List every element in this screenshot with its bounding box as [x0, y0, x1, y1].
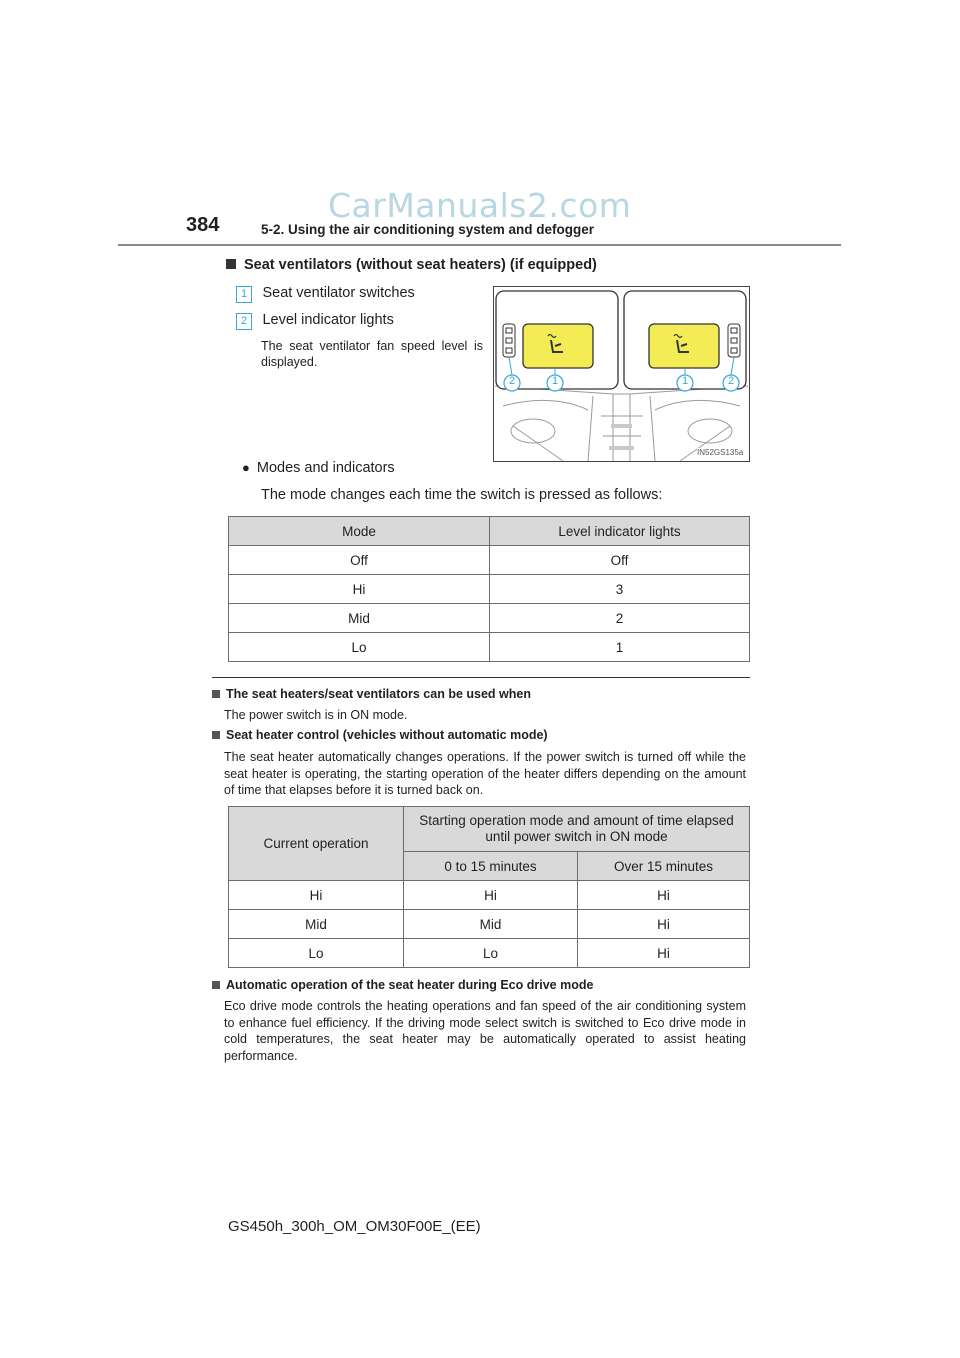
table-cell: Lo — [229, 939, 404, 968]
modes-intro: The mode changes each time the switch is pressed as follows: — [261, 487, 663, 503]
table-cell: Hi — [578, 910, 750, 939]
callout-number: 2 — [236, 313, 252, 330]
section-divider — [212, 677, 750, 678]
note-heading: Automatic operation of the seat heater during Eco drive mode — [212, 978, 593, 992]
modes-heading: ● Modes and indicators — [242, 460, 395, 476]
table-cell: Hi — [229, 575, 490, 604]
table-row — [229, 575, 750, 604]
table-header: Mode — [229, 517, 490, 546]
table-cell: Off — [229, 546, 490, 575]
figure-code: IN52GS135a — [697, 448, 744, 457]
table-cell: Lo — [404, 939, 578, 968]
table-cell: Mid — [404, 910, 578, 939]
square-bullet-icon — [212, 731, 220, 739]
table-header: Over 15 minutes — [578, 852, 750, 881]
note-body: The seat heater automatically changes operations. If the power switch is turned off while the seat heater is operating, the starting operation of the heater differs depending on the amount of time that elapses before it is turned back on. — [224, 750, 746, 797]
table-cell: Hi — [229, 881, 404, 910]
square-bullet-icon — [212, 981, 220, 989]
callout-label: 2 — [727, 375, 735, 387]
table-header-row — [229, 517, 750, 546]
callout-label: 2 — [508, 375, 516, 387]
bullet-icon: ● — [242, 460, 250, 475]
table-row — [229, 939, 750, 968]
note-body: The power switch is in ON mode. — [224, 708, 408, 722]
table-cell: 3 — [490, 575, 750, 604]
table-cell: Hi — [578, 881, 750, 910]
dashboard-illustration — [493, 286, 750, 462]
item-2-detail: The seat ventilator fan speed level is displayed. — [261, 339, 483, 369]
table-cell: 1 — [490, 633, 750, 662]
table-header: Current operation — [229, 807, 404, 881]
table-header: Starting operation mode and amount of time elapsed until power switch in ON mode — [404, 807, 750, 852]
table-cell: Lo — [229, 633, 490, 662]
square-bullet-icon — [212, 690, 220, 698]
table-row — [229, 546, 750, 575]
table-cell: Hi — [578, 939, 750, 968]
table-cell: Off — [490, 546, 750, 575]
note-heading: Seat heater control (vehicles without automatic mode) — [212, 728, 548, 742]
note-heading: The seat heaters/seat ventilators can be used when — [212, 687, 531, 701]
callout-label: 1 — [551, 375, 559, 387]
table-cell: Mid — [229, 910, 404, 939]
table-row — [229, 910, 750, 939]
table-header: 0 to 15 minutes — [404, 852, 578, 881]
footer-code: GS450h_300h_OM_OM30F00E_(EE) — [228, 1218, 481, 1235]
table-cell: Hi — [404, 881, 578, 910]
table-row — [229, 604, 750, 633]
modes-table — [228, 516, 750, 662]
square-bullet-icon — [226, 259, 236, 269]
header-rule — [118, 244, 841, 246]
item-1 — [236, 284, 415, 303]
item-2 — [236, 311, 394, 330]
item-label: Seat ventilator switches — [262, 285, 415, 301]
watermark: CarManuals2.com — [328, 186, 632, 225]
callout-number: 1 — [236, 286, 252, 303]
ventilator-heading: Seat ventilators (without seat heaters) (if equipped) — [226, 257, 597, 273]
seat-ventilator-figure — [493, 286, 750, 462]
callout-label: 1 — [681, 375, 689, 387]
item-label: Level indicator lights — [262, 312, 394, 328]
table-row — [229, 633, 750, 662]
table-header-row — [229, 807, 750, 852]
table-row — [229, 881, 750, 910]
section-title: 5-2. Using the air conditioning system and defogger — [261, 222, 595, 237]
table-cell: 2 — [490, 604, 750, 633]
table-cell: Mid — [229, 604, 490, 633]
heater-table — [228, 806, 750, 968]
note-body: Eco drive mode controls the heating operations and fan speed of the air conditioning system to enhance fuel efficiency. If the driving mode select switch is switched to Eco drive mode in cold temperatures, the seat heater may be automatically operated to assist heating performance. — [224, 999, 746, 1063]
page-number: 384 — [186, 214, 220, 236]
table-header: Level indicator lights — [490, 517, 750, 546]
